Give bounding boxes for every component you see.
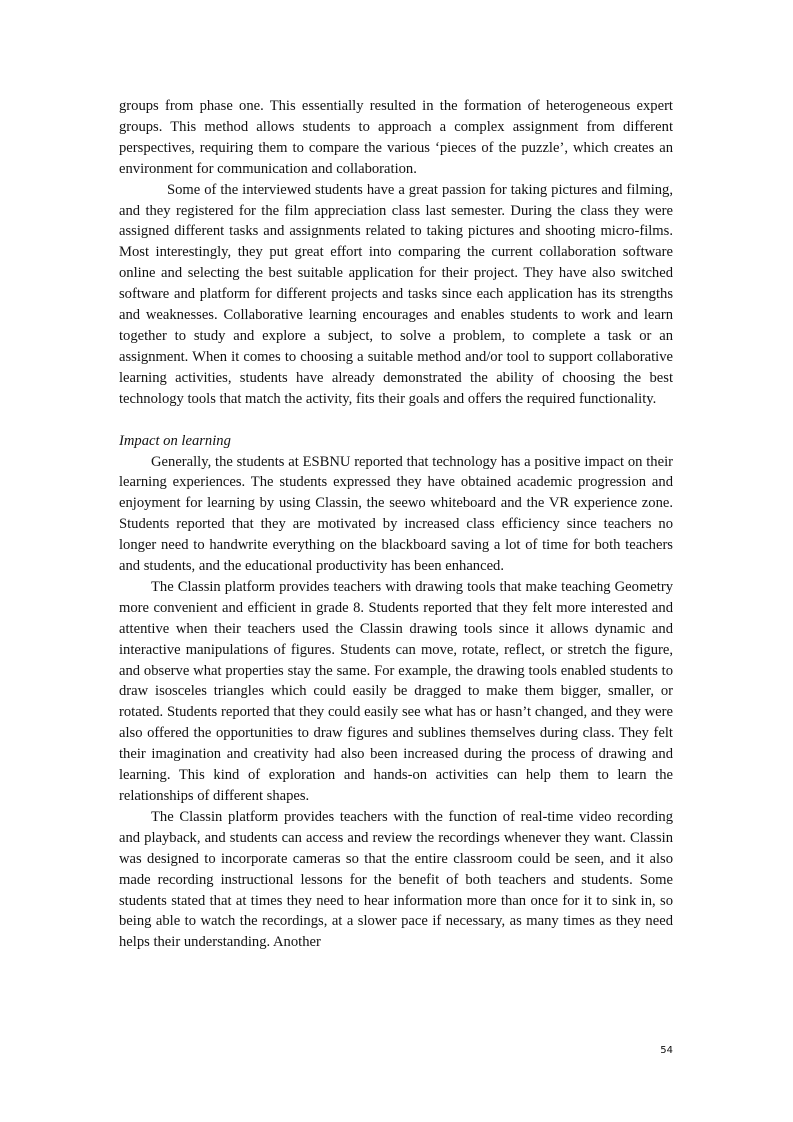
body-text: [119, 96, 673, 953]
page-number: 54: [660, 1045, 673, 1056]
paragraph-1: groups from phase one. This essentially resulted in the formation of heterogeneous expert groups. This method allows students to approach a complex assignment from different perspectives, requiring them to compare the various ‘pieces of the puzzle’, which creates an environment for communication and collaboration.: [119, 98, 673, 177]
section-heading: Impact on learning: [119, 432, 231, 449]
paragraph-4: The Classin platform provides teachers with drawing tools that make teaching Geometry more convenient and efficient in grade 8. Students reported that they felt more interested and attentive when their teachers used the Classin drawing tools since it allows dynamic and interactive manipulations of figures. Students can move, rotate, reflect, or stretch the figure, and observe what properties stay the same. For example, the drawing tools enabled students to draw isosceles triangles which could easily be dragged to make them bigger, smaller, or rotated. Students reported that they could easily see what has or hasn’t changed, and they were also offered the opportunities to draw figures and sublines themselves during class. They felt their imagination and creativity had also been increased during the process of drawing and learning. This kind of exploration and hands-on activities can help them to learn the relationships of different shapes.: [119, 578, 673, 804]
paragraph-2: Some of the interviewed students have a great passion for taking pictures and filming, and they registered for the film appreciation class last semester. During the class they were assigned different tasks and assignments related to taking pictures and shooting micro-films. Most interestingly, they put great effort into comparing the current collaboration software online and selecting the best suitable application for their project. They have also switched software and platform for different projects and tasks since each application has its strengths and weaknesses. Collaborative learning encourages and enables students to work and learn together to study and explore a subject, to solve a problem, to complete a task or an assignment. When it comes to choosing a suitable method and/or tool to support collaborative learning activities, students have already demonstrated the ability of choosing the best technology tools that match the activity, fits their goals and offers the required functionality.: [119, 181, 673, 407]
section-spacer: [119, 410, 673, 431]
paragraph-5: The Classin platform provides teachers with the function of real-time video recording and playback, and students can access and review the recordings whenever they want. Classin was designed to incorporate cameras so that the entire classroom could be seen, and it also made recording instructional lessons for the benefit of both teachers and students. Some students stated that at times they need to hear information more than once for it to sink in, so being able to watch the recordings, at a slower pace if necessary, as many times as they need helps their understanding. Another: [119, 808, 673, 951]
paragraph-3: Generally, the students at ESBNU reported that technology has a positive impact on their learning experiences. The students expressed they have obtained academic progression and enjoyment for learning by using Classin, the seewo whiteboard and the VR experience zone. Students reported that they are motivated by increased class efficiency since teachers no longer need to handwrite everything on the blackboard saving a lot of time for both teachers and students, and the educational productivity has been enhanced.: [119, 453, 673, 575]
